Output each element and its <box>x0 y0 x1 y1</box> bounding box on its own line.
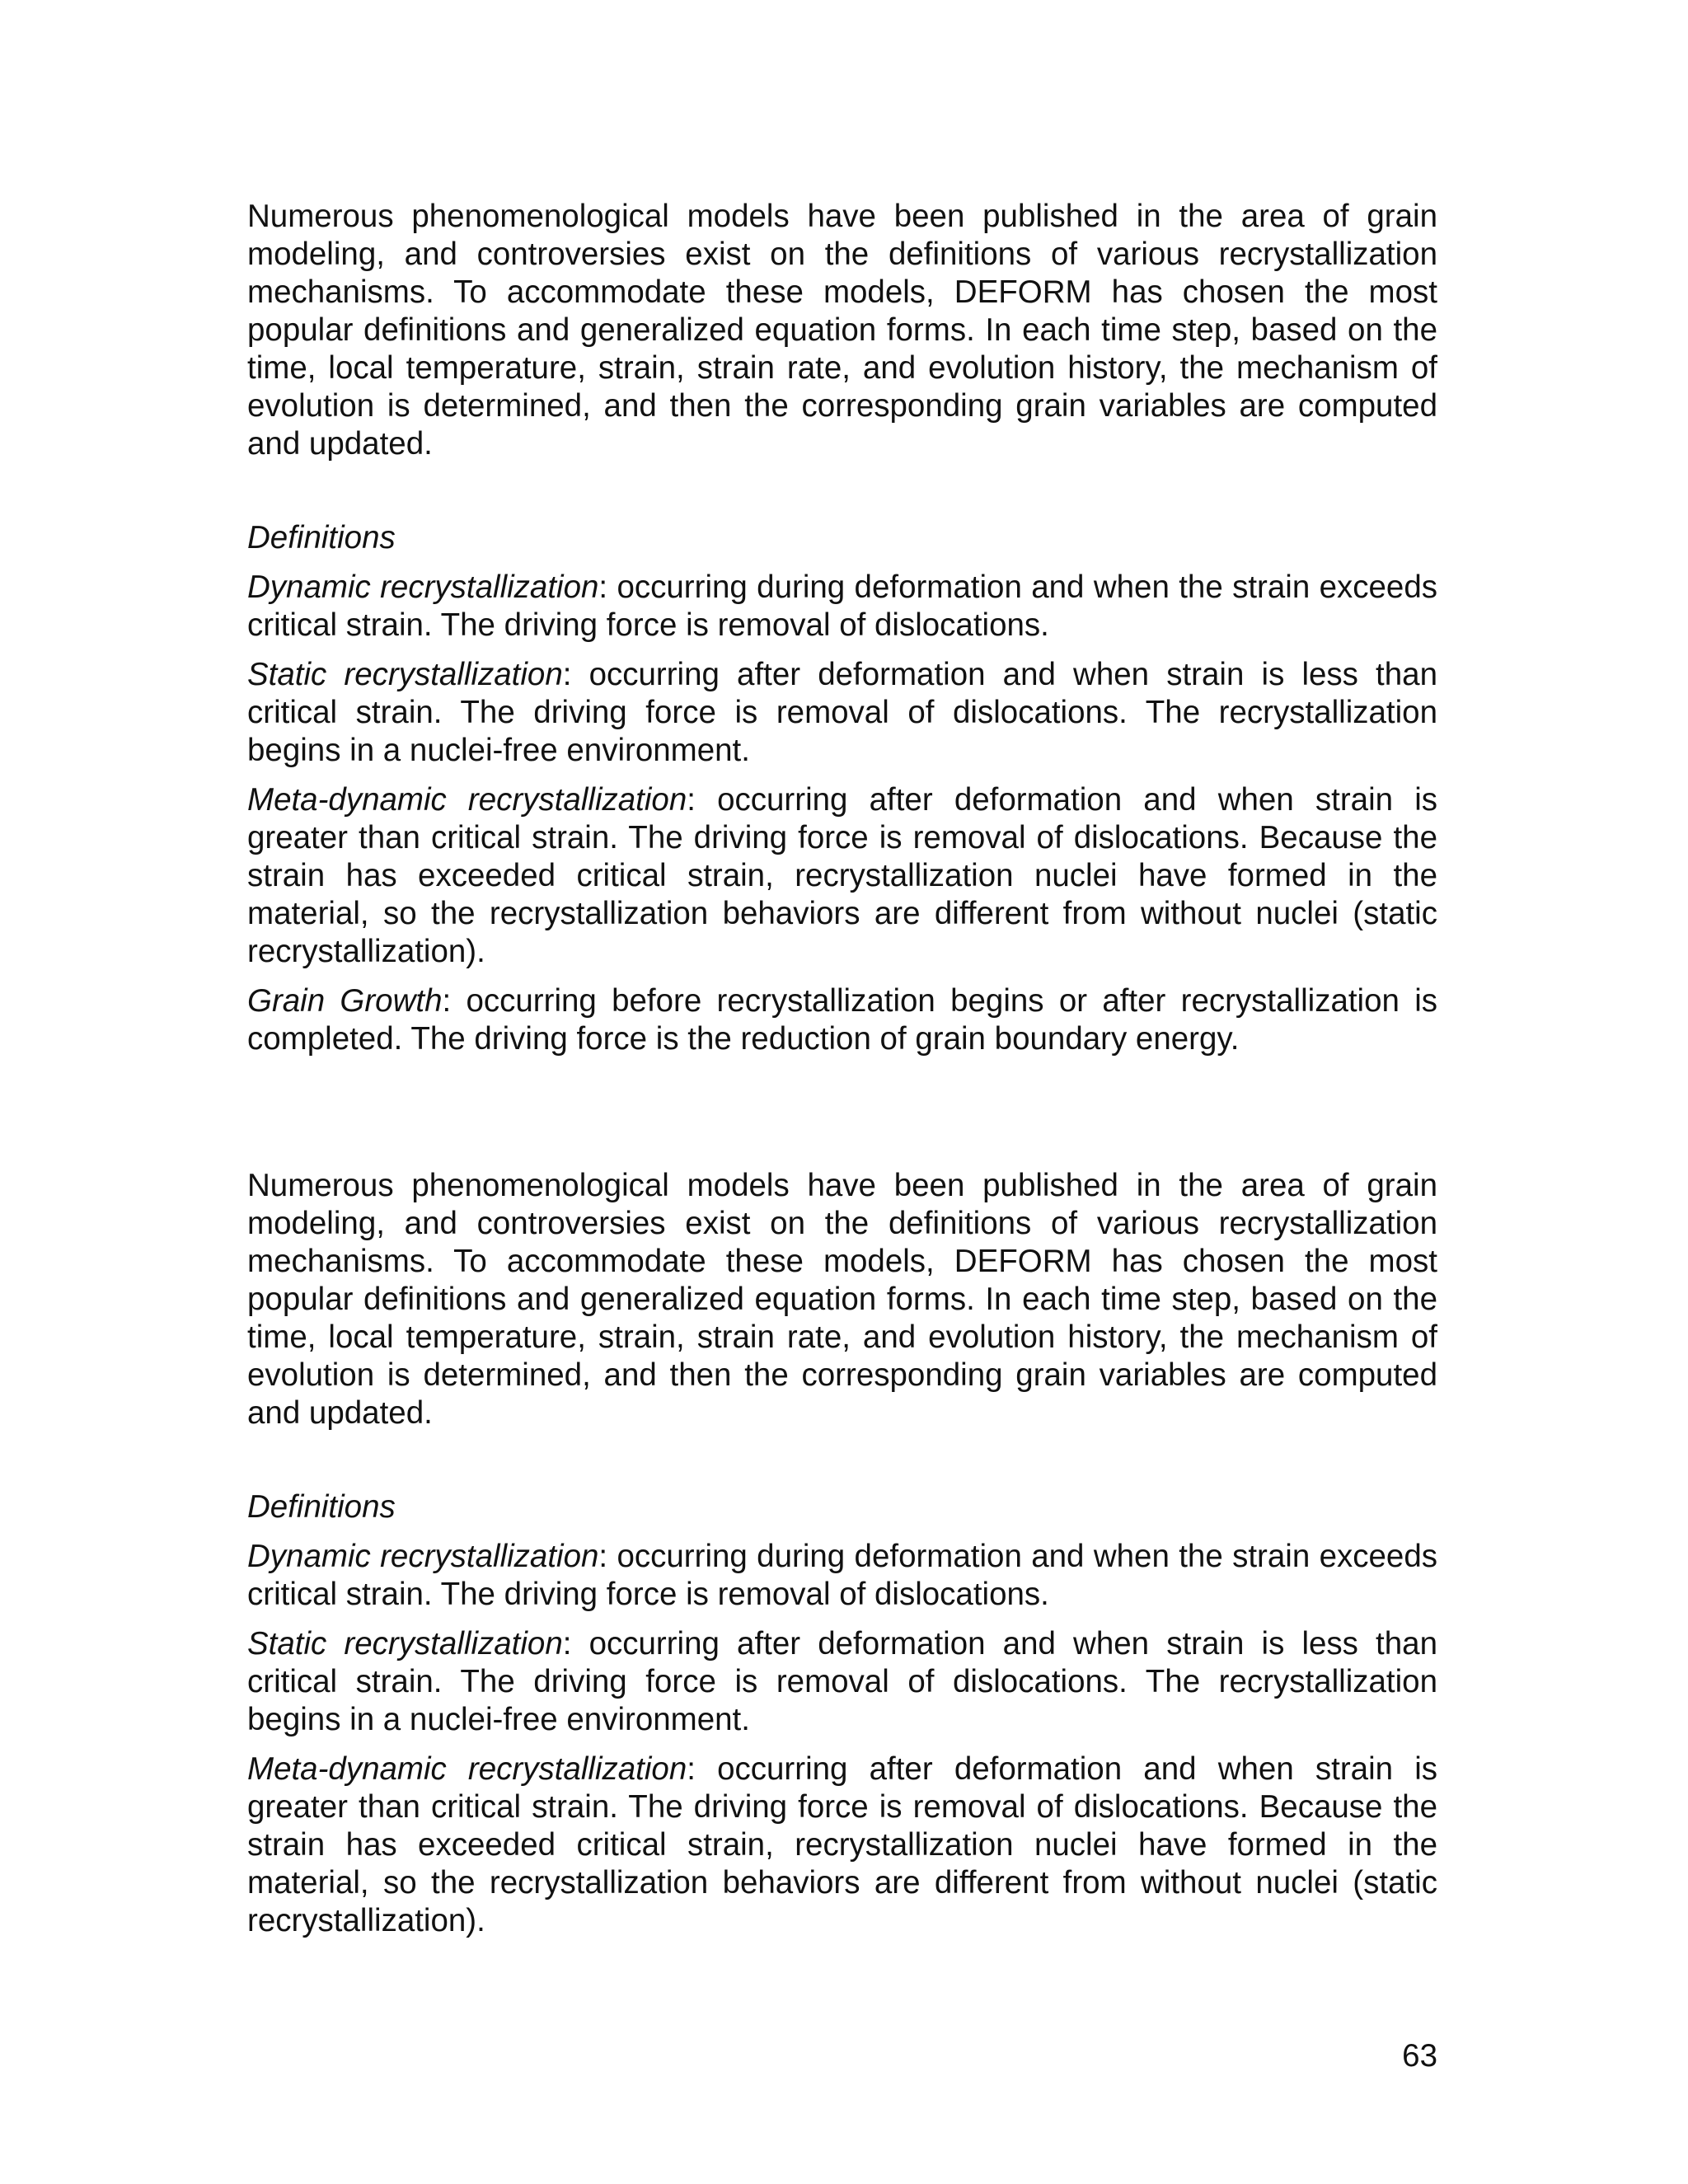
intro-paragraph-2 <box>247 1167 1437 1432</box>
definition-term: Dynamic recrystallization <box>247 569 599 605</box>
intro-text: Numerous phenomenological models have been published in the area of grain modeling, and controversies exist on the definitions of various recrystallization mechanisms. To accommodate these models, DEFORM has chosen the most popular definitions and generalized equation forms. In each time step, based on the time, local temperature, strain, strain rate, and evolution history, the mechanism of evolution is determined, and then the corresponding grain variables are computed and updated. <box>247 1168 1437 1431</box>
definition-text: : occurring before recrystallization begins or after recrystallization is completed. The driving force is the reduction of grain boundary energy. <box>247 983 1438 1057</box>
definition-static <box>247 656 1437 770</box>
definition-text: : occurring after deformation and when strain is greater than critical strain. The driving force is removal of dislocations. Because the strain has exceeded critical strain, recrystallization nuclei have formed in the material, so the recrystallization behaviors are different from without nuclei (static recrystallization). <box>247 1751 1438 1938</box>
intro-paragraph-1 <box>247 198 1437 463</box>
definition-term: Static recrystallization <box>247 657 563 692</box>
definition-text: : occurring during deformation and when the strain exceeds critical strain. The driving force is removal of dislocations. <box>247 569 1437 643</box>
definition-static <box>247 1625 1437 1739</box>
definition-meta-dynamic <box>247 1750 1437 1940</box>
definition-text: : occurring after deformation and when strain is less than critical strain. The driving force is removal of dislocations. The recrystallization begins in a nuclei-free environment. <box>247 657 1437 768</box>
definitions-block-2 <box>247 1488 1437 1940</box>
definition-text: : occurring after deformation and when strain is greater than critical strain. The driving force is removal of dislocations. Because the strain has exceeded critical strain, recrystallization nuclei have formed in the material, so the recrystallization behaviors are different from without nuclei (static recrystallization). <box>247 782 1438 969</box>
definitions-heading: Definitions <box>247 520 396 555</box>
definitions-heading: Definitions <box>247 1489 396 1525</box>
intro-text: Numerous phenomenological models have been published in the area of grain modeling, and controversies exist on the definitions of various recrystallization mechanisms. To accommodate these models, DEFORM has chosen the most popular definitions and generalized equation forms. In each time step, based on the time, local temperature, strain, strain rate, and evolution history, the mechanism of evolution is determined, and then the corresponding grain variables are computed and updated. <box>247 199 1437 462</box>
definition-meta-dynamic <box>247 781 1437 971</box>
definition-dynamic <box>247 1538 1437 1614</box>
definition-dynamic <box>247 569 1437 644</box>
definitions-block-1 <box>247 519 1437 1058</box>
definition-term: Static recrystallization <box>247 1626 563 1661</box>
definition-term: Meta-dynamic recrystallization <box>247 1751 687 1787</box>
definition-term: Grain Growth <box>247 983 443 1019</box>
page-number: 63 <box>1402 2038 1437 2074</box>
definition-text: : occurring after deformation and when strain is less than critical strain. The driving force is removal of dislocations. The recrystallization begins in a nuclei-free environment. <box>247 1626 1437 1737</box>
definition-term: Dynamic recrystallization <box>247 1539 599 1574</box>
definition-text: : occurring during deformation and when the strain exceeds critical strain. The driving force is removal of dislocations. <box>247 1539 1437 1612</box>
definition-grain-growth <box>247 982 1437 1058</box>
definition-term: Meta-dynamic recrystallization <box>247 782 687 818</box>
